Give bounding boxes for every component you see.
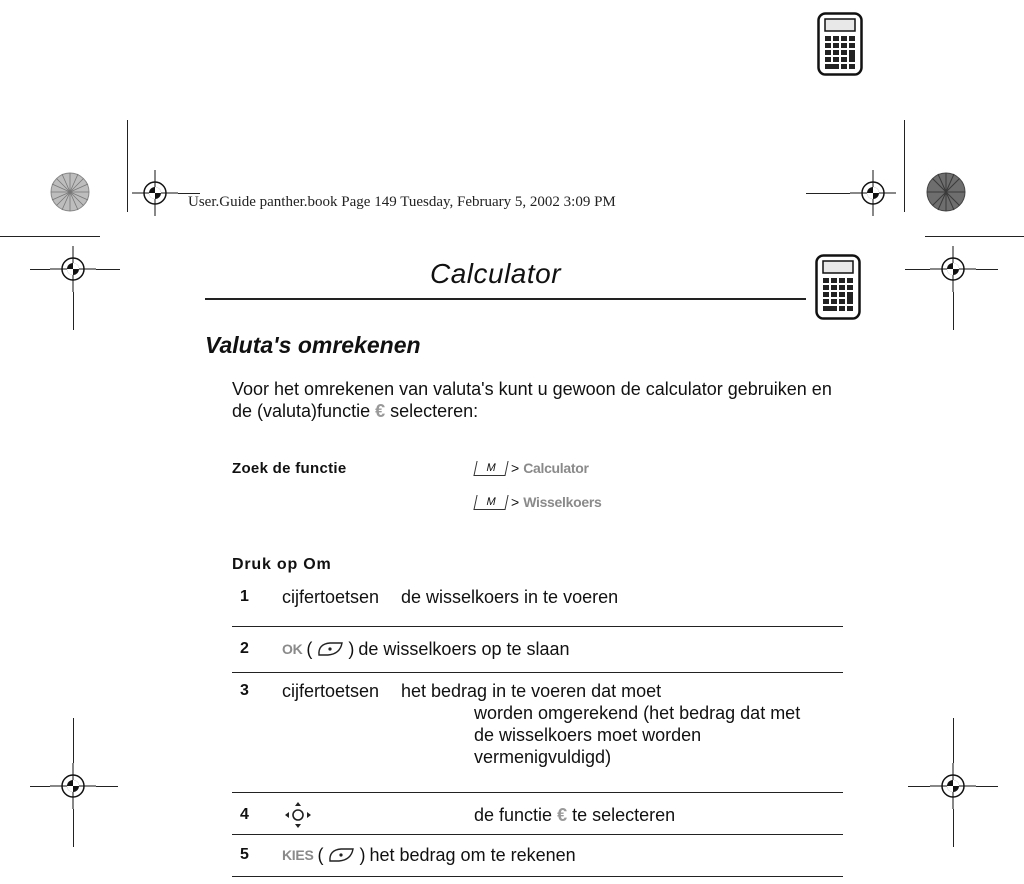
calculator-icon xyxy=(817,12,863,76)
step-number: 2 xyxy=(240,640,249,657)
registration-mark-icon xyxy=(50,763,96,809)
crop-line xyxy=(925,236,1024,237)
path-separator: > xyxy=(511,460,520,476)
menu-key-icon: M xyxy=(473,461,508,476)
menu-key-icon: M xyxy=(473,495,508,510)
crop-line xyxy=(953,292,954,330)
step-action-continued: worden omgerekend (het bedrag dat met de wisselkoers moet worden vermenigvuldigd) xyxy=(474,703,801,767)
menu-path xyxy=(475,494,601,510)
softkey-kies-label: KIES xyxy=(282,847,314,863)
menu-item-calculator: Calculator xyxy=(523,460,589,476)
registration-mark-icon xyxy=(930,246,976,292)
registration-mark-icon xyxy=(132,170,178,216)
step-number: 4 xyxy=(240,806,249,823)
step-action: de wisselkoers op te slaan xyxy=(358,639,570,659)
crop-line xyxy=(30,786,50,787)
step-text-part: de functie xyxy=(474,805,558,825)
color-rosette-icon xyxy=(926,172,966,212)
print-slug-line: User.Guide panther.book Page 149 Tuesday, February 5, 2002 3:09 PM xyxy=(188,194,616,210)
intro-text: Voor het omrekenen van valuta's kunt u gewoon de calculator gebruiken en de (valuta)functie xyxy=(232,379,832,421)
step-text-part: te selecteren xyxy=(567,805,676,825)
crop-line xyxy=(976,786,998,787)
crop-line xyxy=(953,718,954,763)
title-rule xyxy=(205,298,806,300)
step-row xyxy=(282,638,570,660)
paren: ) xyxy=(348,639,355,659)
step-key: cijfertoetsen xyxy=(282,681,380,701)
paren: ( xyxy=(317,845,324,865)
row-divider xyxy=(232,792,843,793)
registration-mark-icon xyxy=(50,246,96,292)
crop-line xyxy=(73,809,74,847)
crop-line xyxy=(976,269,998,270)
table-header: Druk op Om xyxy=(232,556,332,573)
path-separator: > xyxy=(511,494,520,510)
chapter-title: Calculator xyxy=(430,258,562,289)
step-number: 3 xyxy=(240,682,249,699)
step-row xyxy=(282,844,576,866)
paren: ( xyxy=(306,639,313,659)
softkey-ok-label: OK xyxy=(282,641,303,657)
step-action: de wisselkoers in te voeren xyxy=(401,587,619,607)
calculator-icon xyxy=(815,254,861,320)
crop-line xyxy=(904,120,905,212)
crop-line xyxy=(127,120,128,212)
navigation-key-icon xyxy=(283,800,313,830)
registration-mark-icon xyxy=(930,763,976,809)
euro-function-label: € xyxy=(375,401,386,421)
softkey-button-icon xyxy=(327,846,355,864)
paren: ) xyxy=(359,845,366,865)
menu-item-wisselkoers: Wisselkoers xyxy=(523,494,602,510)
euro-function-label: € xyxy=(557,805,568,825)
row-divider xyxy=(232,672,843,673)
crop-line xyxy=(96,269,120,270)
step-action: het bedrag om te rekenen xyxy=(369,845,576,865)
step-number: 5 xyxy=(240,846,249,863)
row-divider xyxy=(232,876,843,877)
registration-mark-icon xyxy=(850,170,896,216)
softkey-button-icon xyxy=(316,640,344,658)
color-rosette-icon xyxy=(50,172,90,212)
crop-line xyxy=(806,193,850,194)
menu-path xyxy=(475,460,589,476)
intro-text: selecteren: xyxy=(385,401,479,421)
row-divider xyxy=(232,834,843,835)
intro-paragraph xyxy=(232,378,852,422)
crop-line xyxy=(908,786,930,787)
crop-line xyxy=(73,292,74,330)
crop-line xyxy=(73,718,74,763)
section-title: Valuta's omrekenen xyxy=(205,332,421,358)
step-action: het bedrag in te voeren dat moet xyxy=(401,681,662,701)
step-action xyxy=(474,804,675,826)
step-number: 1 xyxy=(240,588,249,605)
row-divider xyxy=(232,626,843,627)
crop-line xyxy=(905,269,930,270)
step-key: cijfertoetsen xyxy=(282,587,380,607)
crop-line xyxy=(96,786,118,787)
find-feature-label: Zoek de functie xyxy=(232,460,347,477)
crop-line xyxy=(953,809,954,847)
crop-line xyxy=(0,236,100,237)
crop-line xyxy=(30,269,50,270)
